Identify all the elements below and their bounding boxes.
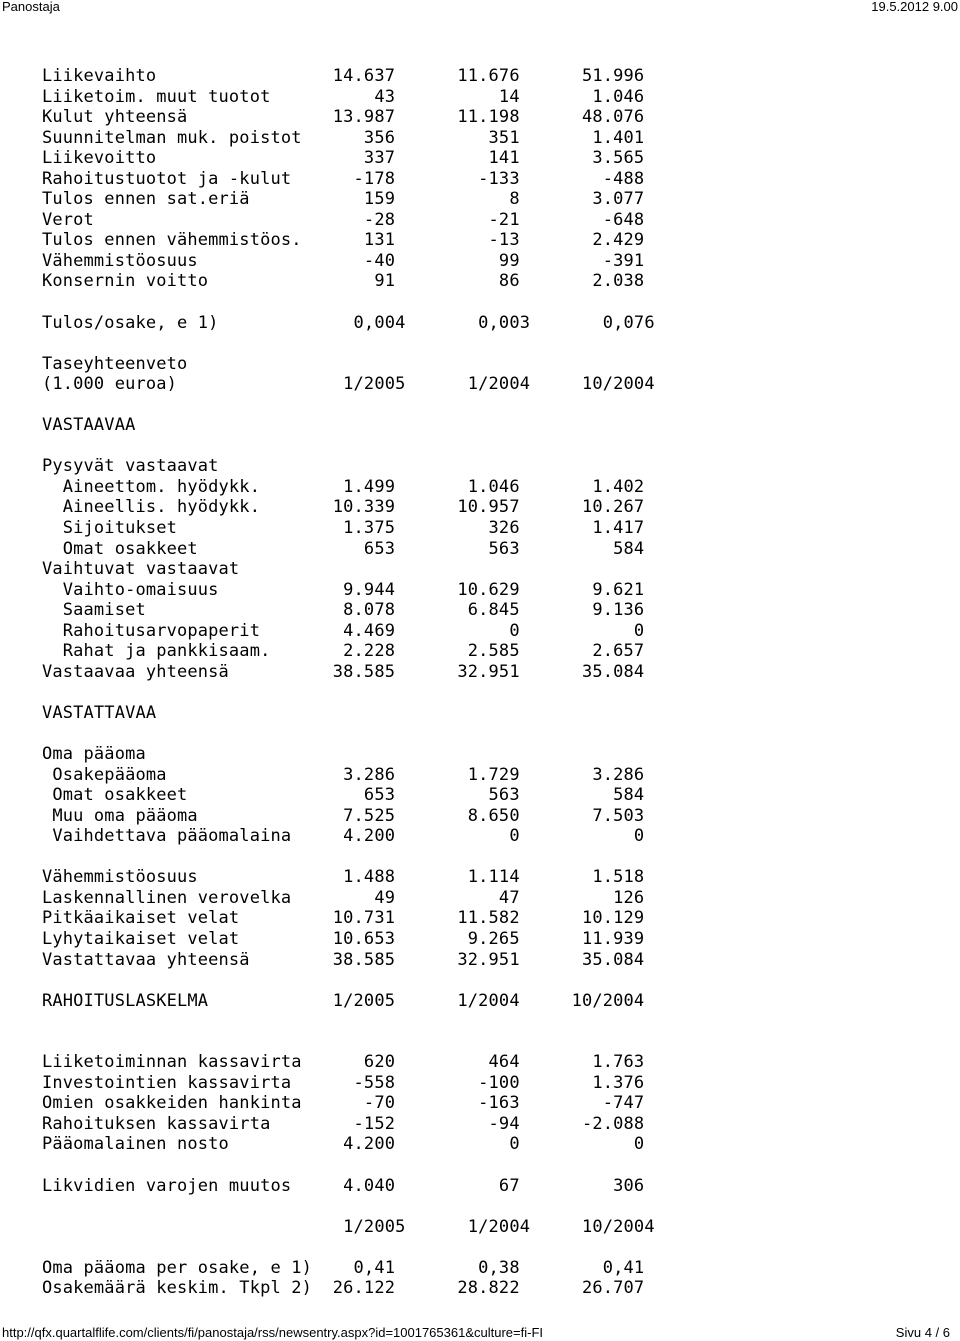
report-line: Omat osakkeet 653 563 584 (42, 538, 645, 559)
report-line: Vähemmistöosuus -40 99 -391 (42, 250, 645, 271)
report-line: Omat osakkeet 653 563 584 (42, 785, 645, 806)
report-line: Saamiset 8.078 6.845 9.136 (42, 600, 645, 621)
source-url: http://qfx.quartalflife.com/clients/fi/panostaja/rss/newsentry.aspx?id=1001765361&culture=fi-FI (2, 1325, 543, 1340)
report-line: Lyhytaikaiset velat 10.653 9.265 11.939 (42, 928, 645, 949)
report-line: Liiketoim. muut tuotot 43 14 1.046 (42, 86, 645, 107)
report-line (42, 1237, 655, 1258)
report-line: Oma pääoma per osake, e 1) 0,41 0,38 0,41 (42, 1257, 645, 1278)
report-line (42, 395, 655, 416)
report-line: Laskennallinen verovelka 49 47 126 (42, 887, 645, 908)
report-line: VASTATTAVAA (42, 702, 157, 723)
report-line: Liikevoitto 337 141 3.565 (42, 148, 645, 169)
report-line: Pitkäaikaiset velat 10.731 11.582 10.129 (42, 908, 645, 929)
report-line: (1.000 euroa) 1/2005 1/2004 10/2004 (42, 374, 655, 395)
report-line: Suunnitelman muk. poistot 356 351 1.401 (42, 127, 645, 148)
report-line: Rahat ja pankkisaam. 2.228 2.585 2.657 (42, 641, 645, 662)
report-line: 1/2005 1/2004 10/2004 (42, 1216, 655, 1237)
report-line: Vaihdettava pääomalaina 4.200 0 0 (42, 826, 645, 847)
report-line (42, 436, 655, 457)
page-title: Panostaja (2, 0, 60, 14)
report-line: Liikevaihto 14.637 11.676 51.996 (42, 66, 645, 86)
report-line (42, 724, 655, 745)
print-date: 19.5.2012 9.00 (871, 0, 958, 14)
report-line: RAHOITUSLASKELMA 1/2005 1/2004 10/2004 (42, 990, 645, 1011)
report-line (42, 1196, 655, 1217)
report-line: Rahoitusarvopaperit 4.469 0 0 (42, 620, 645, 641)
report-line: Vähemmistöosuus 1.488 1.114 1.518 (42, 867, 645, 888)
report-line: Vastaavaa yhteensä 38.585 32.951 35.084 (42, 661, 645, 682)
report-line: Tulos/osake, e 1) 0,004 0,003 0,076 (42, 312, 655, 333)
page-number: Sivu 4 / 6 (895, 1325, 950, 1340)
report-line: Sijoitukset 1.375 326 1.417 (42, 518, 645, 539)
report-line: Aineettom. hyödykk. 1.499 1.046 1.402 (42, 476, 645, 497)
report-line (42, 1011, 655, 1032)
report-line: Pääomalainen nosto 4.200 0 0 (42, 1134, 645, 1155)
report-line: Pysyvät vastaavat (42, 456, 219, 477)
report-line: Tulos ennen sat.eriä 159 8 3.077 (42, 189, 645, 210)
report-line: Tulos ennen vähemmistöos. 131 -13 2.429 (42, 230, 645, 251)
report-line: Osakepääoma 3.286 1.729 3.286 (42, 764, 645, 785)
report-line (42, 1155, 655, 1176)
report-line: Omien osakkeiden hankinta -70 -163 -747 (42, 1093, 645, 1114)
report-line (42, 292, 655, 313)
report-line: Liiketoiminnan kassavirta 620 464 1.763 (42, 1052, 645, 1073)
print-header (0, 0, 960, 14)
report-line (42, 333, 655, 354)
report-line: Aineellis. hyödykk. 10.339 10.957 10.267 (42, 497, 645, 518)
report-line: Rahoitustuotot ja -kulut -178 -133 -488 (42, 168, 645, 189)
report-line (42, 682, 655, 703)
report-line: Verot -28 -21 -648 (42, 209, 645, 230)
report-line: Oma pääoma (42, 744, 146, 765)
report-line: Muu oma pääoma 7.525 8.650 7.503 (42, 805, 645, 826)
financial-report-body (42, 66, 655, 1299)
report-line: Investointien kassavirta -558 -100 1.376 (42, 1072, 645, 1093)
report-line: Rahoituksen kassavirta -152 -94 -2.088 (42, 1113, 645, 1134)
report-line: Vaihto-omaisuus 9.944 10.629 9.621 (42, 579, 645, 600)
report-line: Osakemäärä keskim. Tkpl 2) 26.122 28.822 26.707 (42, 1278, 645, 1299)
report-line: Kulut yhteensä 13.987 11.198 48.076 (42, 107, 645, 128)
report-line (42, 970, 655, 991)
report-line: Vastattavaa yhteensä 38.585 32.951 35.084 (42, 949, 645, 970)
print-footer (0, 1325, 960, 1341)
report-line: Taseyhteenveto (42, 353, 188, 374)
report-line: VASTAAVAA (42, 415, 136, 436)
report-line: Vaihtuvat vastaavat (42, 559, 240, 580)
report-line: Konsernin voitto 91 86 2.038 (42, 271, 645, 292)
report-line (42, 847, 655, 868)
report-line: Likvidien varojen muutos 4.040 67 306 (42, 1175, 645, 1196)
report-line (42, 1032, 655, 1053)
